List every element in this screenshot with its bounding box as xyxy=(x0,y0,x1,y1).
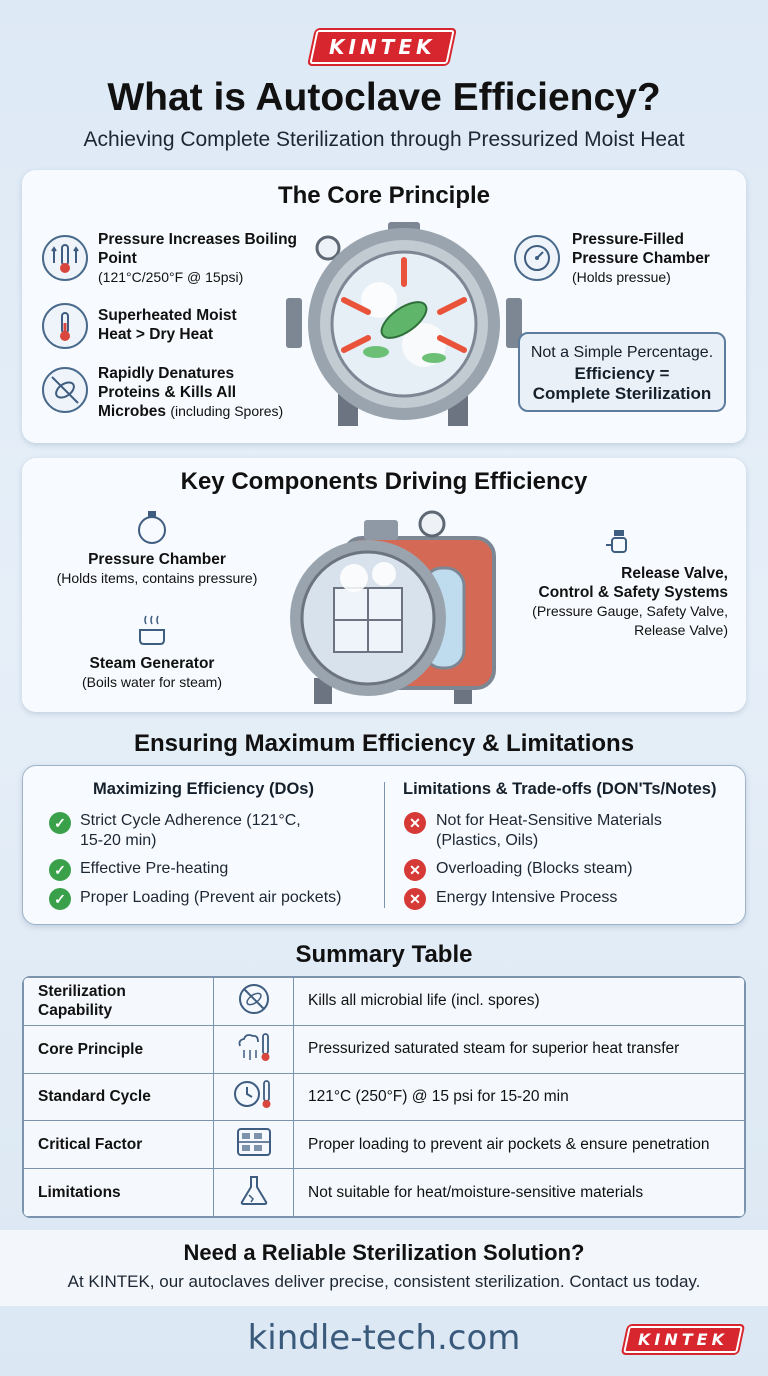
cross-icon: ✕ xyxy=(404,888,426,910)
cross-icon: ✕ xyxy=(404,812,426,834)
do-item-2: Effective Pre-heating xyxy=(80,860,229,877)
loaded-rack-icon xyxy=(214,1121,294,1169)
row-key: Core Principle xyxy=(24,1025,214,1073)
do-item-3: Proper Loading (Prevent air pockets) xyxy=(80,889,342,906)
brand-logo-footer: KINTEK xyxy=(626,1326,740,1353)
core-item-3: Rapidly Denatures Proteins & Kills All Microbes (including Spores) xyxy=(98,365,284,420)
row-value: Pressurized saturated steam for superior heat transfer xyxy=(294,1025,745,1073)
limits-divider xyxy=(384,782,385,908)
table-row xyxy=(24,978,745,1026)
flask-icon xyxy=(214,1169,294,1217)
autoclave-illustration xyxy=(284,220,524,430)
steam-pot-icon xyxy=(132,610,172,650)
dont-item-2: Overloading (Blocks steam) xyxy=(436,860,633,877)
pressure-chamber-icon xyxy=(132,508,172,548)
check-icon: ✓ xyxy=(49,812,71,834)
page-title: What is Autoclave Efficiency? xyxy=(107,76,661,119)
row-key: Sterilization Capability xyxy=(24,978,214,1026)
website-link[interactable]: kindle-tech.com xyxy=(247,1318,521,1358)
autoclave-cutaway-illustration xyxy=(284,508,504,708)
summary-heading: Summary Table xyxy=(295,941,473,968)
pressure-chamber-label: Pressure Chamber (Holds items, contains pressure) xyxy=(56,551,258,586)
core-heading: The Core Principle xyxy=(277,182,491,209)
cta-band xyxy=(0,1230,768,1306)
limits-heading: Ensuring Maximum Efficiency & Limitations xyxy=(133,730,635,757)
components-heading: Key Components Driving Efficiency xyxy=(180,468,588,495)
dos-heading: Maximizing Efficiency (DOs) xyxy=(93,780,314,798)
table-row xyxy=(24,1169,745,1217)
row-key: Standard Cycle xyxy=(24,1073,214,1121)
core-item-1: Pressure Increases Boiling Point (121°C/250°F @ 15psi) xyxy=(98,231,298,285)
check-icon: ✓ xyxy=(49,888,71,910)
dont-item-3: Energy Intensive Process xyxy=(436,889,618,906)
steam-thermometer-icon xyxy=(214,1025,294,1073)
table-row xyxy=(24,1025,745,1073)
pressure-dial-icon xyxy=(514,235,560,281)
page-subtitle: Achieving Complete Sterilization through Pressurized Moist Heat xyxy=(83,128,685,151)
row-value: 121°C (250°F) @ 15 psi for 15-20 min xyxy=(294,1073,745,1121)
microbe-crossed-icon xyxy=(214,978,294,1026)
microbe-crossed-icon xyxy=(42,367,88,413)
core-item-2: Superheated Moist Heat > Dry Heat xyxy=(98,307,237,343)
donts-heading: Limitations & Trade-offs (DON'Ts/Notes) xyxy=(403,780,717,798)
clock-thermometer-icon xyxy=(214,1073,294,1121)
table-row xyxy=(24,1121,745,1169)
thermometer-icon xyxy=(42,303,88,349)
row-value: Proper loading to prevent air pockets & ensure penetration xyxy=(294,1121,745,1169)
row-value: Not suitable for heat/moisture-sensitive materials xyxy=(294,1169,745,1217)
cross-icon: ✕ xyxy=(404,859,426,881)
table-row xyxy=(24,1073,745,1121)
do-item-1: Strict Cycle Adherence (121°C, 15-20 min) xyxy=(80,812,301,849)
check-icon: ✓ xyxy=(49,859,71,881)
cta-text: At KINTEK, our autoclaves deliver precise, consistent sterilization. Contact us today. xyxy=(67,1272,701,1291)
row-key: Critical Factor xyxy=(24,1121,214,1169)
summary-table xyxy=(22,976,746,1218)
valve-label: Release Valve, Control & Safety Systems (Pressure Gauge, Safety Valve, Release Valve) xyxy=(532,565,728,638)
core-principle-panel xyxy=(22,170,746,443)
efficiency-callout: Not a Simple Percentage. Efficiency = Complete Sterilization xyxy=(518,332,726,412)
limits-panel xyxy=(22,765,746,925)
dont-item-1: Not for Heat-Sensitive Materials (Plastics, Oils) xyxy=(436,812,662,849)
cta-heading: Need a Reliable Sterilization Solution? xyxy=(183,1240,585,1265)
brand-logo-top: KINTEK xyxy=(313,30,451,64)
core-right-item: Pressure-Filled Pressure Chamber (Holds pressue) xyxy=(572,231,710,285)
row-key: Limitations xyxy=(24,1169,214,1217)
components-panel xyxy=(22,458,746,712)
valve-icon xyxy=(602,526,636,560)
steam-generator-label: Steam Generator (Boils water for steam) xyxy=(81,655,223,690)
thermometer-pressure-icon xyxy=(42,235,88,281)
row-value: Kills all microbial life (incl. spores) xyxy=(294,978,745,1026)
